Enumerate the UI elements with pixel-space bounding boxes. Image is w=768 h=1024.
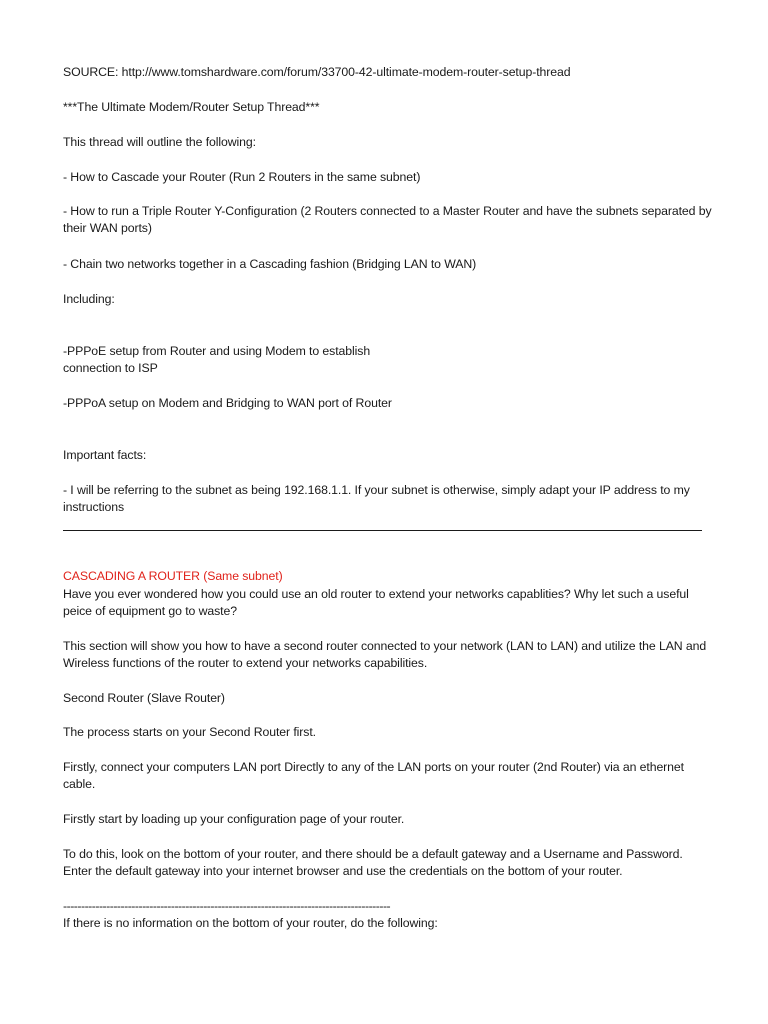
dash-separator: ------------------------------------------------------------------------------------------- xyxy=(63,899,391,913)
outline-item: - How to run a Triple Router Y-Configuration (2 Routers connected to a Master Router and have the subnets separated by their WAN ports) xyxy=(63,204,715,236)
section-paragraph: Second Router (Slave Router) xyxy=(63,691,225,705)
including-label: Including: xyxy=(63,292,115,306)
section-paragraph: This section will show you how to have a second router connected to your network (LAN to LAN) and utilize the LAN and Wireless functions of the router to extend your networks capabilities. xyxy=(63,639,710,671)
section-paragraph: Firstly start by loading up your configuration page of your router. xyxy=(63,812,405,826)
outline-intro: This thread will outline the following: xyxy=(63,135,256,149)
including-item: -PPPoA setup on Modem and Bridging to WAN port of Router xyxy=(63,396,392,410)
section-heading: CASCADING A ROUTER (Same subnet) xyxy=(63,569,283,583)
section-paragraph: Firstly, connect your computers LAN port Directly to any of the LAN ports on your router (2nd Router) via an ethernet cable. xyxy=(63,760,688,792)
outline-item: - Chain two networks together in a Cascading fashion (Bridging LAN to WAN) xyxy=(63,257,477,271)
facts-label: Important facts: xyxy=(63,448,147,462)
including-item: -PPPoE setup from Router and using Modem to establish connection to ISP xyxy=(63,344,371,376)
fact-item: - I will be referring to the subnet as being 192.168.1.1. If your subnet is otherwise, simply adapt your IP address to my instructions xyxy=(63,483,694,515)
section-paragraph: The process starts on your Second Router first. xyxy=(63,725,316,739)
horizontal-divider xyxy=(63,530,702,531)
closing-line: If there is no information on the bottom of your router, do the following: xyxy=(63,916,438,930)
thread-title: ***The Ultimate Modem/Router Setup Thread*** xyxy=(63,100,320,114)
section-paragraph: To do this, look on the bottom of your router, and there should be a default gateway and a Username and Password. Enter the default gateway into your internet browser and use the credentials on the bottom of your router. xyxy=(63,847,686,879)
outline-item: - How to Cascade your Router (Run 2 Routers in the same subnet) xyxy=(63,170,421,184)
section-paragraph: Have you ever wondered how you could use an old router to extend your networks capablities? Why let such a useful peice of equipment go to waste? xyxy=(63,587,693,619)
source-line: SOURCE: http://www.tomshardware.com/forum/33700-42-ultimate-modem-router-setup-thread xyxy=(63,65,571,79)
